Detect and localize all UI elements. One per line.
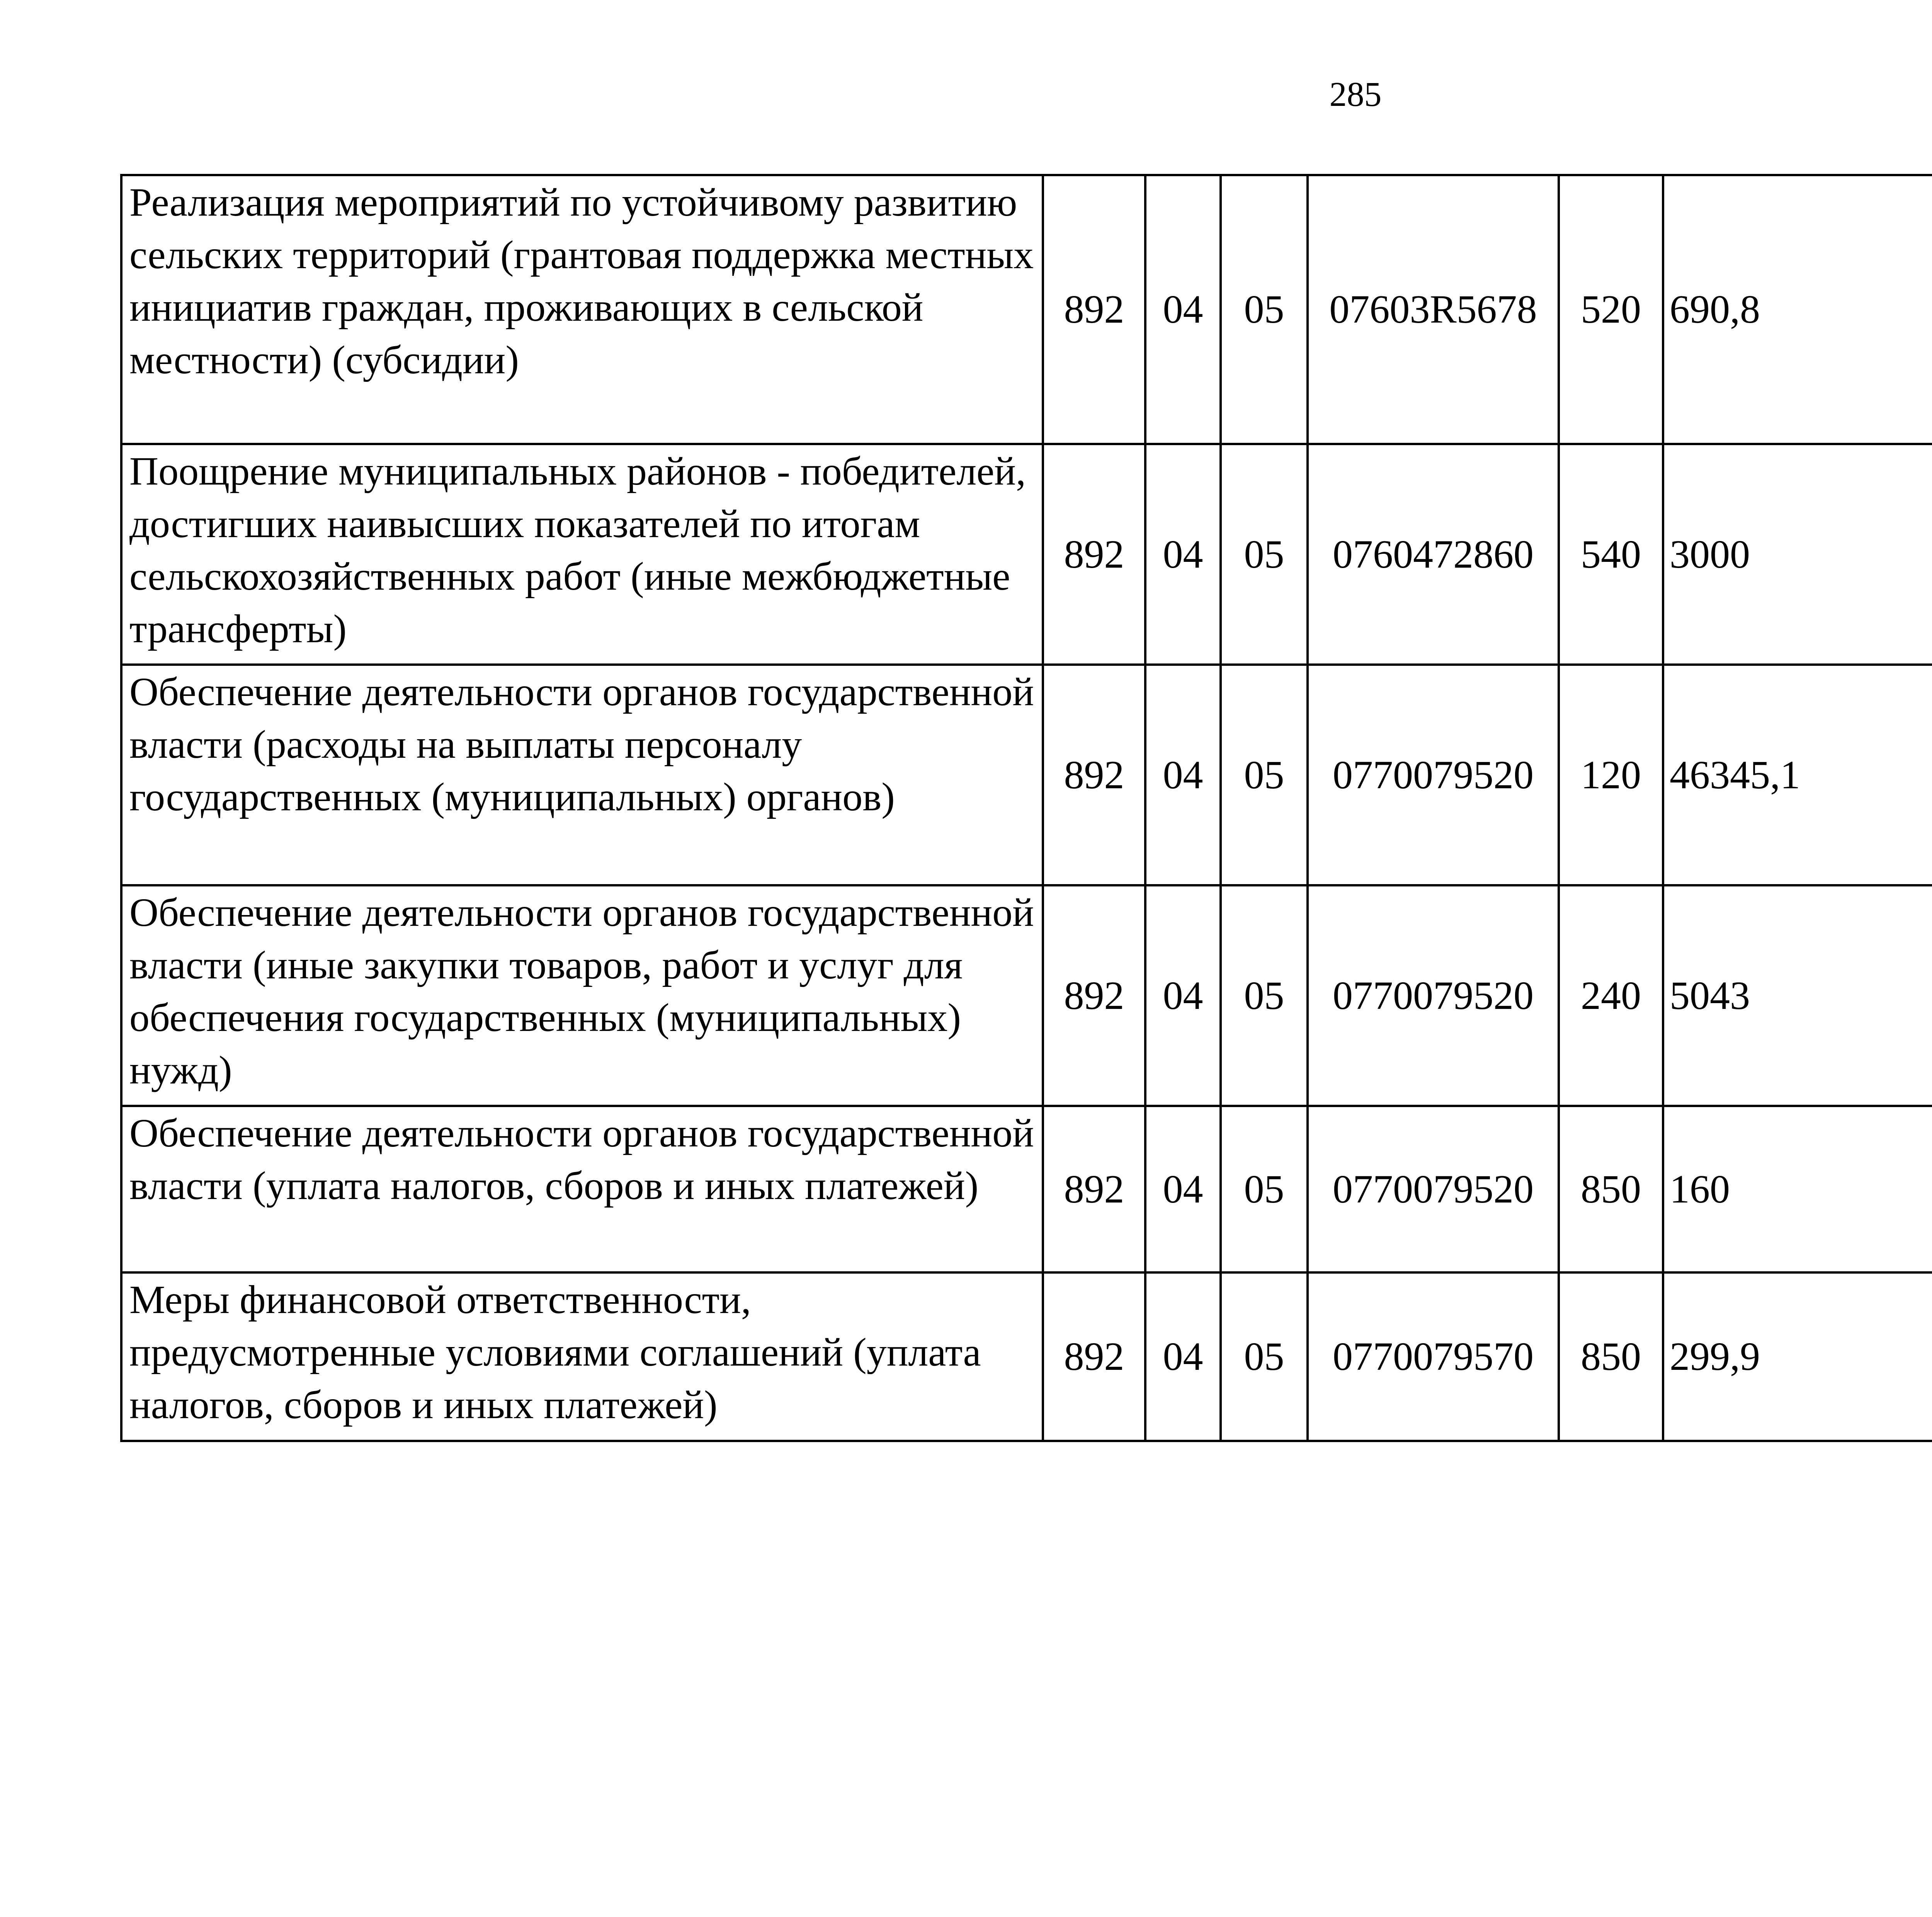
expense-type-code: 120 xyxy=(1559,665,1663,885)
section-code: 04 xyxy=(1145,885,1221,1106)
target-article-code: 0770079570 xyxy=(1308,1272,1559,1441)
amount-year-1: 690,8 xyxy=(1663,175,1932,444)
section-code: 04 xyxy=(1145,665,1221,885)
row-description: Поощрение муниципальных районов - победителей, достигших наивысших показателей по итогам сельскохозяйственных работ (иные межбюджетные трансферты) xyxy=(121,444,1043,665)
ministry-code: 892 xyxy=(1043,885,1145,1106)
target-article-code: 0760472860 xyxy=(1308,444,1559,665)
page-number: 285 xyxy=(1329,75,1382,114)
target-article-code: 0770079520 xyxy=(1308,665,1559,885)
target-article-code: 0770079520 xyxy=(1308,885,1559,1106)
subsection-code: 05 xyxy=(1221,1106,1308,1272)
target-article-code: 0770079520 xyxy=(1308,1106,1559,1272)
section-code: 04 xyxy=(1145,444,1221,665)
amount-year-1: 160 xyxy=(1663,1106,1932,1272)
table-row xyxy=(121,175,1932,444)
ministry-code: 892 xyxy=(1043,665,1145,885)
subsection-code: 05 xyxy=(1221,885,1308,1106)
subsection-code: 05 xyxy=(1221,175,1308,444)
ministry-code: 892 xyxy=(1043,1106,1145,1272)
row-description: Обеспечение деятельности органов государственной власти (уплата налогов, сборов и иных платежей) xyxy=(121,1106,1043,1272)
expense-type-code: 240 xyxy=(1559,885,1663,1106)
expense-type-code: 850 xyxy=(1559,1106,1663,1272)
subsection-code: 05 xyxy=(1221,444,1308,665)
table-row xyxy=(121,885,1932,1106)
amount-year-1: 299,9 xyxy=(1663,1272,1932,1441)
table-row xyxy=(121,1106,1932,1272)
section-code: 04 xyxy=(1145,1106,1221,1272)
subsection-code: 05 xyxy=(1221,1272,1308,1441)
section-code: 04 xyxy=(1145,175,1221,444)
ministry-code: 892 xyxy=(1043,175,1145,444)
ministry-code: 892 xyxy=(1043,444,1145,665)
amount-year-1: 46345,1 xyxy=(1663,665,1932,885)
row-description: Реализация мероприятий по устойчивому развитию сельских территорий (грантовая поддержка местных инициатив граждан, проживающих в сельской местности) (субсидии) xyxy=(121,175,1043,444)
amount-year-1: 3000 xyxy=(1663,444,1932,665)
table-row xyxy=(121,665,1932,885)
target-article-code: 07603R5678 xyxy=(1308,175,1559,444)
row-description: Меры финансовой ответственности, предусмотренные условиями соглашений (уплата налогов, сборов и иных платежей) xyxy=(121,1272,1043,1441)
expense-type-code: 540 xyxy=(1559,444,1663,665)
row-description: Обеспечение деятельности органов государственной власти (расходы на выплаты персоналу государственных (муниципальных) органов) xyxy=(121,665,1043,885)
table-row xyxy=(121,444,1932,665)
budget-table xyxy=(120,174,1932,1442)
subsection-code: 05 xyxy=(1221,665,1308,885)
expense-type-code: 520 xyxy=(1559,175,1663,444)
section-code: 04 xyxy=(1145,1272,1221,1441)
row-description: Обеспечение деятельности органов государственной власти (иные закупки товаров, работ и услуг для обеспечения государственных (муниципальных) нужд) xyxy=(121,885,1043,1106)
ministry-code: 892 xyxy=(1043,1272,1145,1441)
amount-year-1: 5043 xyxy=(1663,885,1932,1106)
expense-type-code: 850 xyxy=(1559,1272,1663,1441)
table-row xyxy=(121,1272,1932,1441)
